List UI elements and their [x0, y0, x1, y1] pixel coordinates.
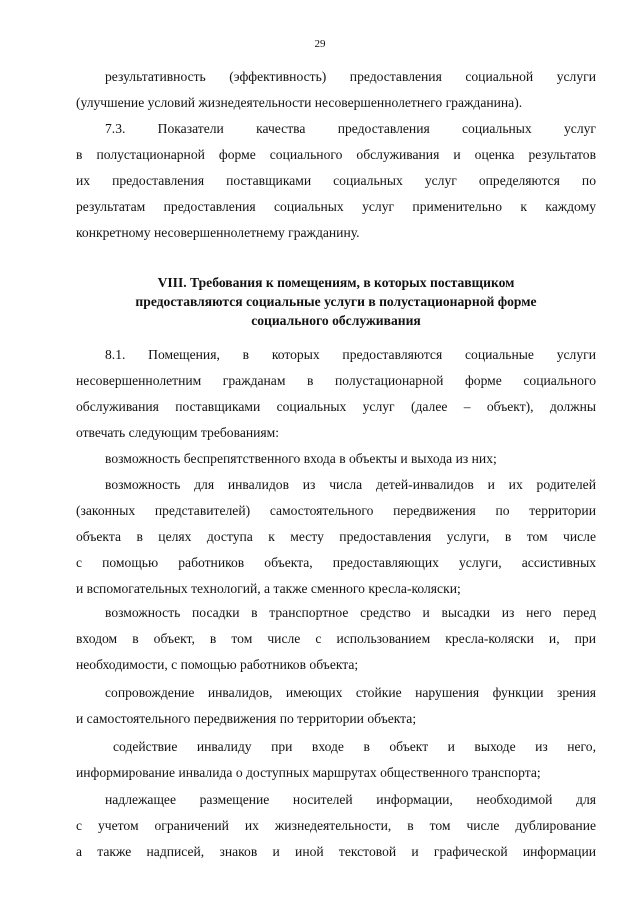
text-line: 8.1. Помещения, в которых предоставляются социальные услуги — [105, 347, 596, 362]
text-line: возможность беспрепятственного входа в объекты и выхода из них; — [105, 451, 497, 466]
text-line: несовершеннолетним гражданам в полустационарной форме социального — [76, 373, 596, 388]
section-heading — [76, 273, 596, 330]
requirement-item — [76, 680, 596, 732]
heading-line: социального обслуживания — [251, 313, 421, 328]
text-line: обслуживания поставщиками социальных услуг (далее – объект), должны — [76, 399, 596, 414]
paragraph-7-3 — [76, 116, 596, 246]
text-line: конкретному несовершеннолетнему гражданину. — [76, 225, 360, 240]
text-line: надлежащее размещение носителей информации, необходимой для — [105, 792, 596, 807]
text-line: возможность посадки в транспортное средство и высадки из него перед — [105, 605, 596, 620]
text-line: и вспомогательных технологий, а также сменного кресла-коляски; — [76, 581, 461, 596]
text-line: входом в объект, в том числе с использованием кресла-коляски и, при — [76, 631, 596, 646]
text-line: информирование инвалида о доступных маршрутах общественного транспорта; — [76, 765, 541, 780]
text-line: объекта в целях доступа к месту предоставления услуги, в том числе — [76, 529, 596, 544]
text-line: сопровождение инвалидов, имеющих стойкие нарушения функции зрения — [105, 685, 596, 700]
text-line: результативность (эффективность) предоставления социальной услуги — [105, 69, 596, 84]
requirement-item — [76, 446, 596, 472]
text-line: с помощью работников объекта, предоставляющих услуги, ассистивных — [76, 555, 596, 570]
text-line: 7.3. Показатели качества предоставления социальных услуг — [105, 121, 596, 136]
text-line: содействие инвалиду при входе в объект и выходе из него, — [113, 739, 596, 754]
page-number: 29 — [314, 38, 326, 50]
requirement-item — [76, 600, 596, 678]
heading-line: предоставляются социальные услуги в полустационарной форме — [135, 294, 537, 309]
text-line: с учетом ограничений их жизнедеятельности, в том числе дублирование — [76, 818, 596, 833]
text-line: в полустационарной форме социального обслуживания и оценка результатов — [76, 147, 596, 162]
text-line: возможность для инвалидов из числа детей-инвалидов и их родителей — [105, 477, 596, 492]
text-line: и самостоятельного передвижения по территории объекта; — [76, 711, 417, 726]
paragraph-continuation — [76, 64, 596, 116]
text-line: результатам предоставления социальных услуг применительно к каждому — [76, 199, 596, 214]
paragraph-8-1 — [76, 342, 596, 446]
heading-line: VIII. Требования к помещениям, в которых поставщиком — [157, 275, 515, 290]
requirement-item — [76, 472, 596, 602]
text-line: их предоставления поставщиками социальных услуг определяются по — [76, 173, 596, 188]
text-line: а также надписей, знаков и иной текстовой и графической информации — [76, 844, 596, 859]
text-line: (законных представителей) самостоятельного передвижения по территории — [76, 503, 596, 518]
text-line: необходимости, с помощью работников объекта; — [76, 657, 359, 672]
text-line: (улучшение условий жизнедеятельности несовершеннолетнего гражданина). — [76, 95, 523, 110]
text-line: отвечать следующим требованиям: — [76, 425, 280, 440]
requirement-item — [76, 734, 596, 786]
requirement-item — [76, 787, 596, 865]
